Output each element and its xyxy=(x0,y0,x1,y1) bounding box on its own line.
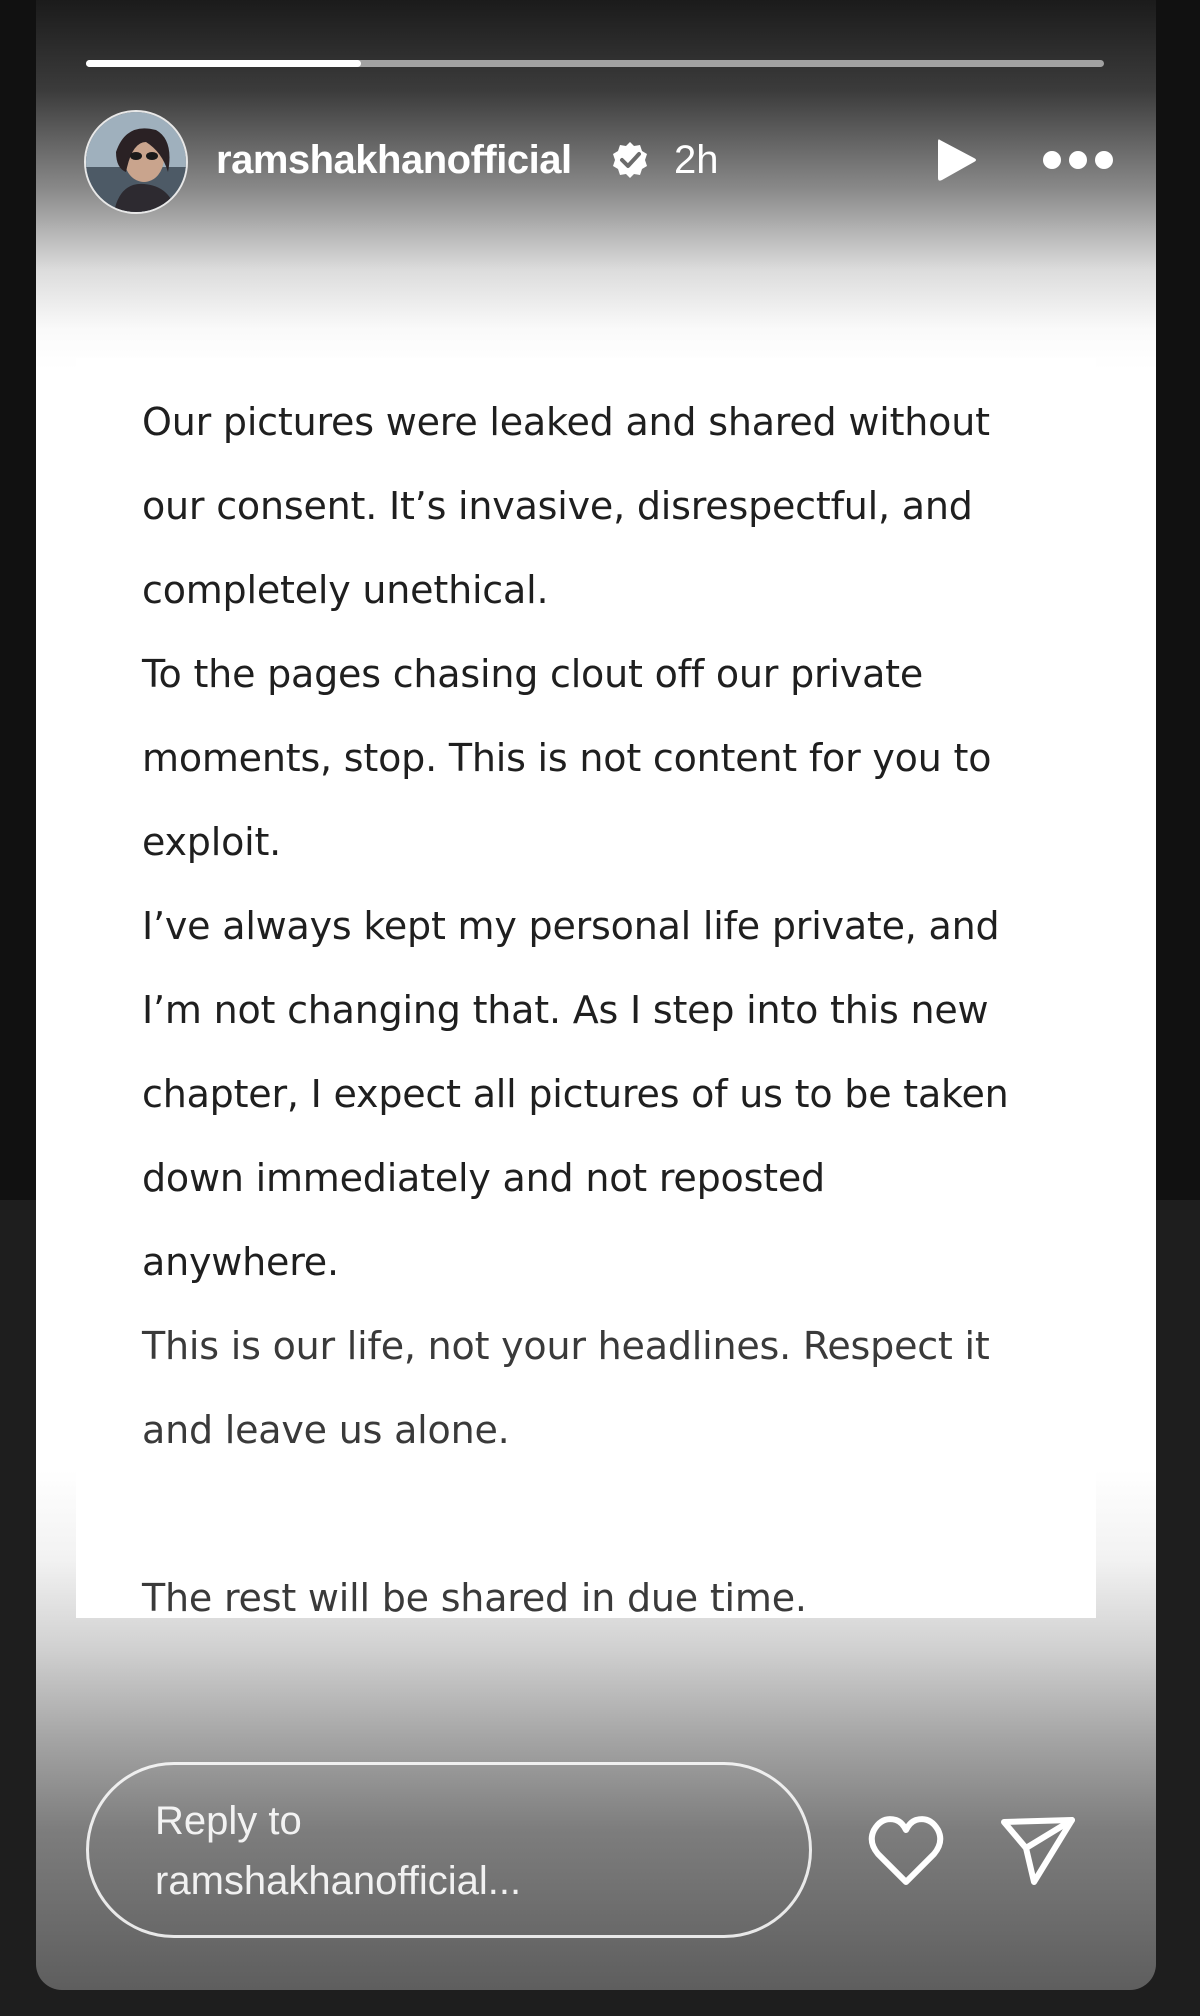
story-message xyxy=(142,380,1062,1640)
reply-placeholder: Reply to ramshakhanofficial... xyxy=(155,1799,522,1903)
message-spacer xyxy=(142,1472,1062,1556)
story-progress-fill xyxy=(86,60,361,67)
story-viewer[interactable] xyxy=(36,0,1156,1990)
message-paragraph: This is our life, not your headlines. Respect it and leave us alone. xyxy=(142,1324,990,1452)
story-progress-track xyxy=(86,60,1104,67)
message-closing: The rest will be shared in due time. xyxy=(142,1576,807,1620)
avatar-image xyxy=(86,112,186,212)
send-icon[interactable] xyxy=(998,1812,1078,1888)
play-icon[interactable] xyxy=(930,134,982,186)
username[interactable]: ramshakhanofficial xyxy=(216,138,572,182)
heart-icon[interactable] xyxy=(866,1812,946,1888)
story-header xyxy=(84,110,1114,214)
message-paragraph: Our pictures were leaked and shared without our consent. It’s invasive, disrespectful, and completely unethical. xyxy=(142,400,990,612)
verified-badge-icon xyxy=(610,140,650,180)
more-options-icon[interactable] xyxy=(1040,142,1116,178)
reply-input[interactable] xyxy=(86,1762,812,1938)
post-time: 2h xyxy=(674,138,719,182)
avatar[interactable] xyxy=(84,110,188,214)
message-paragraph: To the pages chasing clout off our private moments, stop. This is not content for you to exploit. xyxy=(142,652,992,864)
message-paragraph: I’ve always kept my personal life private, and I’m not changing that. As I step into this new chapter, I expect all pictures of us to be taken down immediately and not reposted anywhere. xyxy=(142,904,1009,1284)
